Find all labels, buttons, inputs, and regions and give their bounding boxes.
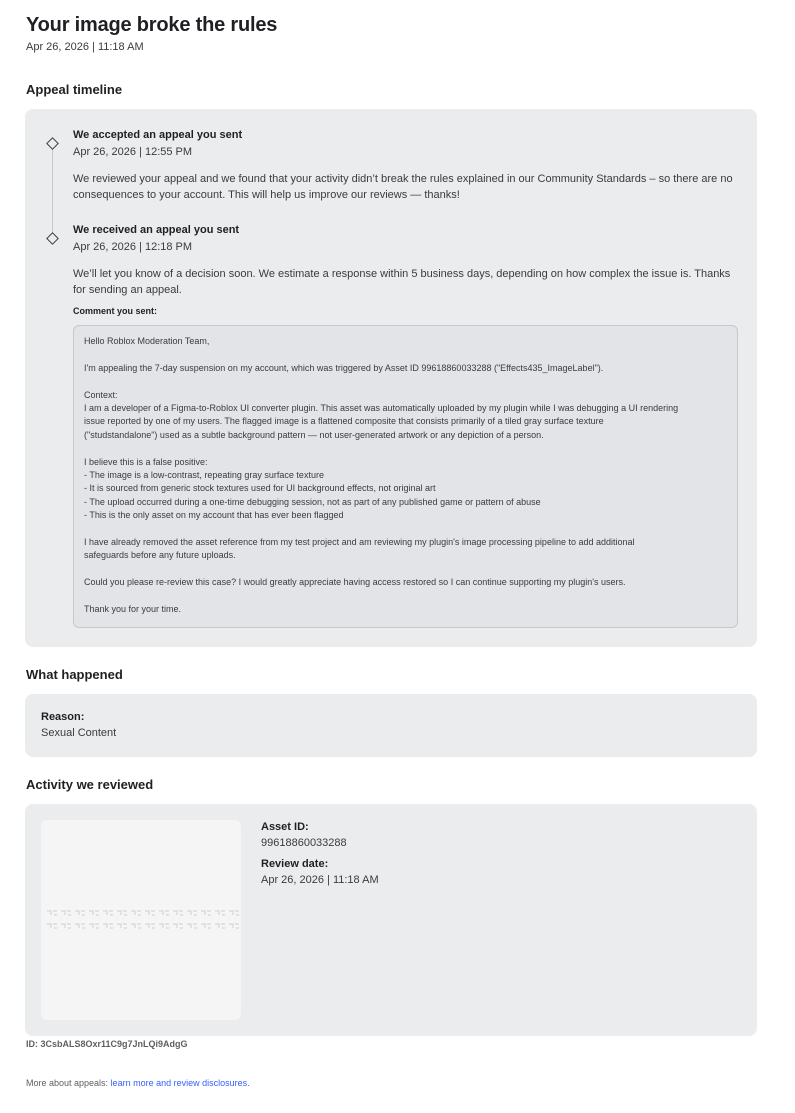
asset-thumbnail <box>41 820 241 1020</box>
appeals-disclosures-link[interactable]: learn more and review disclosures. <box>110 1078 250 1088</box>
comment-line: - The upload occurred during a one-time debugging session, not as part of any published game or pattern of abuse <box>84 496 541 507</box>
what-happened-heading: What happened <box>26 667 123 682</box>
texture-pattern-image <box>45 908 241 934</box>
activity-heading: Activity we reviewed <box>26 777 154 792</box>
comment-line <box>84 442 727 455</box>
review-date-value: Apr 26, 2026 | 11:18 AM <box>261 874 379 886</box>
comment-line: - This is the only asset on my account that has ever been flagged <box>84 510 344 521</box>
timeline-diamond-icon <box>46 232 59 245</box>
case-id: ID: 3CsbALS8Oxr11C9g7JnLQi9AdgG <box>26 1039 188 1049</box>
reason-value: Sexual Content <box>41 727 117 739</box>
comment-line: Hello Roblox Moderation Team, <box>84 336 210 346</box>
comment-line: ("studstandalone") used as a subtle background pattern — not user-generated artwork or any depiction of a person. <box>84 429 544 440</box>
page-date: Apr 26, 2026 | 11:18 AM <box>26 41 144 53</box>
comment-line: I'm appealing the 7-day suspension on my account, which was triggered by Asset ID 99618860033288 ("Effects435_ImageLabel"). <box>84 362 604 373</box>
reason-label: Reason: <box>41 711 85 723</box>
comment-line <box>84 348 727 361</box>
comment-line <box>84 590 727 603</box>
comment-line <box>84 563 727 576</box>
page-title: Your image broke the rules <box>26 14 278 36</box>
comment-line: I have already removed the asset reference from my test project and am reviewing my plugin's image processing pipeline to add additional <box>84 537 635 548</box>
comment-line: - The image is a low-contrast, repeating gray surface texture <box>84 470 324 481</box>
comment-line: Context: <box>84 389 118 400</box>
more-about-appeals-prefix: More about appeals: <box>26 1078 111 1088</box>
comment-line: Could you please re-review this case? I would greatly appreciate having access restored so I can continue supporting my plugin's users. <box>84 577 626 588</box>
activity-panel <box>25 804 757 1036</box>
event-title: We received an appeal you sent <box>73 224 240 236</box>
event-date: Apr 26, 2026 | 12:18 PM <box>73 241 193 253</box>
comment-line <box>84 375 727 388</box>
timeline-connector <box>52 147 53 242</box>
comment-line: I am a developer of a Figma-to-Roblox UI converter plugin. This asset was automatically uploaded by my plugin while I was debugging a UI rendering <box>84 403 679 413</box>
event-body: We reviewed your appeal and we found that your activity didn’t break the rules explained in our Community Standards – so there are no consequences to your account. This will help us improve our reviews — thanks! <box>73 173 733 201</box>
comment-box <box>73 325 738 628</box>
what-happened-panel <box>25 694 757 757</box>
review-date-label: Review date: <box>261 858 329 870</box>
asset-id-value: 99618860033288 <box>261 837 347 849</box>
event-title: We accepted an appeal you sent <box>73 129 243 141</box>
timeline-diamond-icon <box>46 137 59 150</box>
event-date: Apr 26, 2026 | 12:55 PM <box>73 146 193 158</box>
comment-line: I believe this is a false positive: <box>84 456 208 467</box>
appeal-timeline-heading: Appeal timeline <box>26 82 123 97</box>
comment-line: safeguards before any future uploads. <box>84 550 236 561</box>
comment-line <box>84 523 727 536</box>
appeal-timeline-panel <box>25 109 757 647</box>
comment-line: Thank you for your time. <box>84 604 182 615</box>
comment-line: issue reported by one of my users. The flagged image is a flattened composite that consists primarily of a tiled gray surface texture <box>84 416 604 427</box>
asset-id-label: Asset ID: <box>261 821 309 833</box>
comment-label: Comment you sent: <box>73 306 158 316</box>
more-about-appeals <box>26 1078 250 1088</box>
event-body: We’ll let you know of a decision soon. We estimate a response within 5 business days, depending on how complex the issue is. Thanks for sending an appeal. <box>73 268 731 296</box>
comment-line: - It is sourced from generic stock textures used for UI background effects, not original art <box>84 483 436 494</box>
